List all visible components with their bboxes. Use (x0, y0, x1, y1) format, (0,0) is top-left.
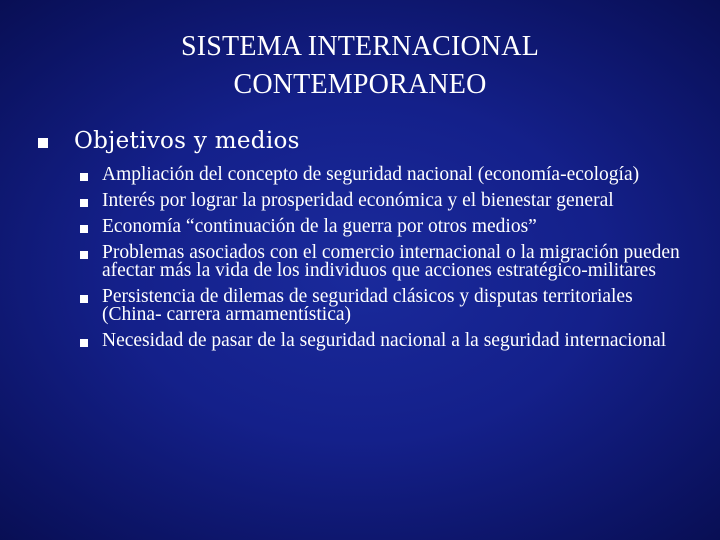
sub-bullet-list (80, 166, 680, 350)
sub-bullet-text: Necesidad de pasar de la seguridad nacional a la seguridad internacional (102, 330, 667, 351)
main-bullet (38, 126, 698, 156)
square-bullet-icon (80, 173, 88, 181)
sub-bullet-text: Problemas asociados con el comercio internacional o la migración pueden afectar más la vida de los individuos que acciones estratégico-militares (102, 242, 680, 281)
slide-title (0, 28, 720, 104)
square-bullet-icon (80, 339, 88, 347)
list-item (80, 288, 680, 324)
list-item (80, 192, 680, 210)
sub-bullet-text: Interés por lograr la prosperidad económica y el bienestar general (102, 190, 614, 211)
list-item (80, 218, 680, 236)
sub-bullet-text: Economía “continuación de la guerra por otros medios” (102, 216, 537, 237)
square-bullet-icon (80, 251, 88, 259)
list-item (80, 332, 680, 350)
square-bullet-icon (38, 138, 48, 148)
list-item (80, 244, 680, 280)
list-item (80, 166, 680, 184)
square-bullet-icon (80, 295, 88, 303)
square-bullet-icon (80, 199, 88, 207)
sub-bullet-text: Ampliación del concepto de seguridad nacional (economía-ecología) (102, 164, 640, 185)
main-bullet-text: Objetivos y medios (74, 128, 300, 154)
sub-bullet-text: Persistencia de dilemas de seguridad clásicos y disputas territoriales (China- carrera armamentística) (102, 286, 633, 325)
title-line-1: SISTEMA INTERNACIONAL (180, 31, 540, 62)
title-line-2: CONTEMPORANEO (233, 69, 487, 100)
square-bullet-icon (80, 225, 88, 233)
